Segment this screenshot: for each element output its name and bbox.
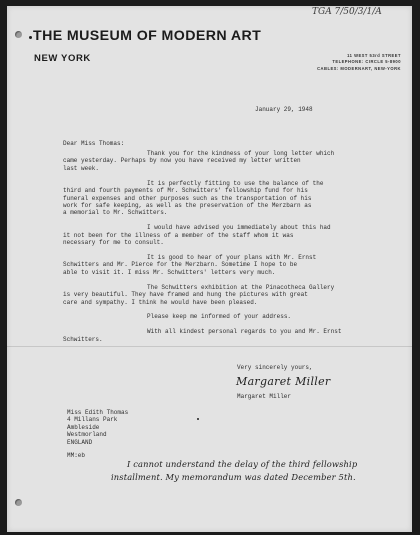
archive-reference: TGA 7/50/3/1/A [312,7,382,17]
handwritten-note-line: installment. My memorandum was dated December 5th. [111,472,356,482]
body-line: came yesterday. Perhaps by now you have received my letter written [63,157,301,165]
institution-city: NEW YORK [34,53,91,64]
institution-name: THE MUSEUM OF MODERN ART [33,28,262,44]
ink-dot [29,36,32,39]
recipient-line: 4 Millans Park [67,416,118,424]
handwritten-signature: Margaret Miller [236,375,331,388]
punch-hole [15,499,22,506]
recipient-line: Ambleside [67,423,100,431]
recipient-address [67,409,128,446]
salutation: Dear Miss Thomas: [63,140,125,147]
recipient-line: Miss Edith Thomas [67,409,129,416]
closing: Very sincerely yours, [237,364,313,371]
typist-initials: MM:eb [67,452,86,459]
body-line: It is good to hear of your plans with Mr. Ernst [147,253,317,261]
body-line: The Schwitters exhibition at the Pinacotheca Gallery [147,283,335,291]
body-line: Thank you for the kindness of your long letter which [147,150,335,157]
fold-crease [7,346,412,347]
body-line: Please keep me informed of your address. [147,313,292,321]
letter-body [63,150,341,343]
paragraph [63,328,341,343]
body-line: care and sympathy. I think he would have been pleased. [63,298,258,306]
body-line: a memorial to Mr. Schwitters. [63,209,168,217]
body-line: I would have advised you immediately about this had [147,224,331,232]
body-line: third and fourth payments of Mr. Schwitters' fellowship fund for his [63,187,308,195]
body-line: It is perfectly fitting to use the balance of the [147,179,324,187]
body-line: it not been for the illness of a member of the staff whom it was [63,231,294,239]
recipient-line: ENGLAND [67,438,93,446]
paragraph [63,254,341,276]
paragraph [63,180,341,217]
address-line: TELEPHONE: CIRCLE 5-8900 [332,59,401,65]
institution-address [317,53,401,72]
body-line: funeral expenses and other purposes such as the transportation of his [63,194,312,202]
letter-date: January 29, 1948 [255,106,313,113]
paragraph [63,284,341,306]
body-line: necessary for me to consult. [63,239,164,247]
typed-signature-name: Margaret Miller [237,393,292,400]
body-line: Schwitters. [63,335,103,343]
body-line: last week. [63,164,100,172]
ink-dot [197,418,199,420]
handwritten-note-line: I cannot understand the delay of the third fellowship [127,459,358,469]
paragraph [63,313,341,320]
recipient-line: Westmorland [67,431,107,439]
body-line: Schwitters and Mr. Pierce for the Merzbarn. Sometime I hope to be [63,261,298,269]
letter-page [7,6,412,532]
punch-hole [15,31,22,38]
paragraph [63,150,341,172]
address-line: CABLES: MODERNART, NEW-YORK [317,65,401,71]
body-line: is very beautiful. They have framed and hung the pictures with great [63,291,308,299]
address-line: 11 WEST 53rd STREET [347,53,401,58]
body-line: able to visit it. I miss Mr. Schwitters' letters very much. [63,268,276,276]
paragraph [63,224,341,246]
body-line: With all kindest personal regards to you and Mr. Ernst [147,328,342,336]
body-line: work for safe keeping, as well as the preservation of the Merzbarn as [63,201,312,209]
